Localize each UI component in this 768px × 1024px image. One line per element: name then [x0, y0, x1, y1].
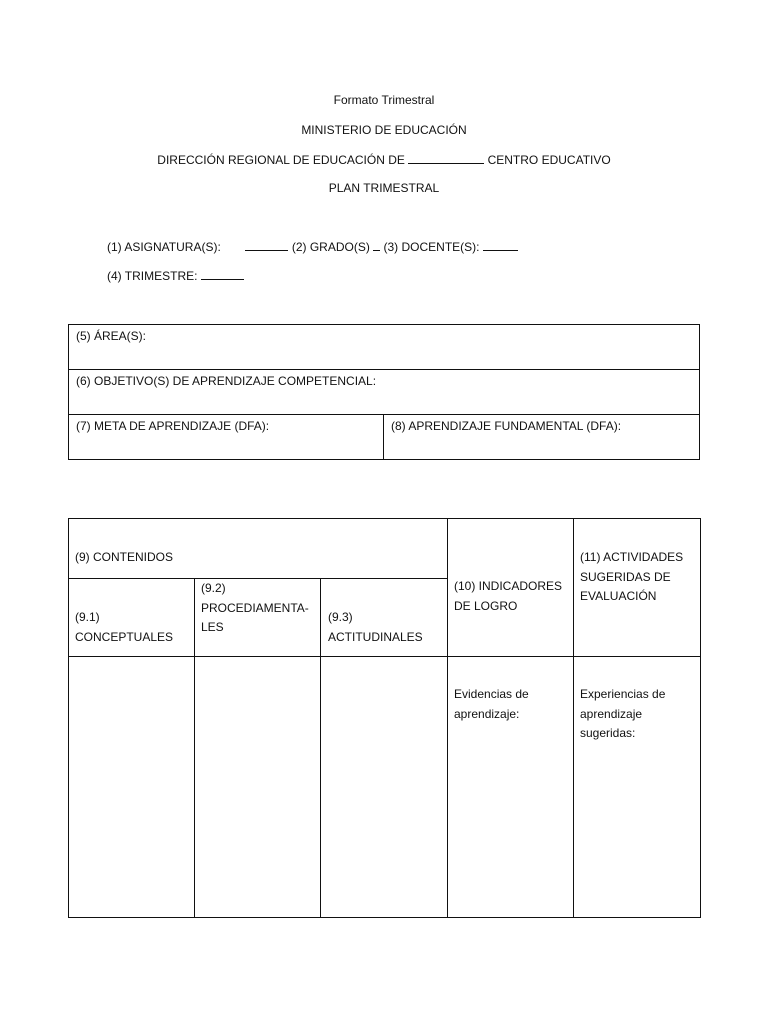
procedimentales-label-2: LES: [201, 620, 224, 634]
col-divider-1: [194, 578, 195, 917]
evidencias-line-1: Evidencias de: [454, 687, 529, 701]
docente-blank[interactable]: [483, 238, 518, 251]
actitudinales-num: (9.3): [328, 610, 353, 624]
experiencias-line-2: aprendizaje: [580, 706, 643, 721]
regional-line: [0, 151, 768, 168]
aprendizaje-cell: [384, 415, 699, 459]
fields-line-1: [107, 238, 518, 255]
procedimentales-label-1: PROCEDIAMENTA-: [201, 600, 309, 615]
contents-table: [68, 518, 701, 918]
format-title: Formato Trimestral: [333, 93, 435, 107]
regional-prefix: DIRECCIÓN REGIONAL DE EDUCACIÓN DE: [157, 153, 405, 167]
header-bottom-divider: [69, 656, 700, 657]
grado-label: (2) GRADO(S): [291, 240, 370, 254]
actitudinales-header: [328, 608, 423, 647]
objetivo-label: (6) OBJETIVO(S) DE APRENDIZAJE COMPETENCIAL:: [76, 374, 377, 388]
conceptuales-header: [75, 608, 173, 647]
info-table: [68, 324, 700, 460]
fields-line-2: [107, 267, 244, 284]
meta-row: [69, 415, 699, 459]
experiencias-line-1: Experiencias de: [580, 687, 666, 701]
docente-label: (3) DOCENTE(S):: [383, 240, 480, 254]
area-label: (5) ÁREA(S):: [76, 329, 147, 343]
conceptuales-label: CONCEPTUALES: [75, 629, 174, 644]
meta-label: (7) META DE APRENDIZAJE (DFA):: [76, 419, 270, 433]
area-row: [69, 325, 699, 370]
ministry-title: MINISTERIO DE EDUCACIÓN: [301, 123, 467, 137]
conceptuales-num: (9.1): [75, 610, 100, 624]
col-divider-2: [320, 578, 321, 917]
evidencias-text: [454, 685, 529, 724]
col-divider-4: [573, 519, 574, 917]
asignatura-blank[interactable]: [245, 238, 288, 251]
plan-title: PLAN TRIMESTRAL: [328, 181, 440, 195]
indicadores-label-2: DE LOGRO: [454, 598, 518, 613]
experiencias-text: [580, 685, 665, 744]
contenidos-header: (9) CONTENIDOS: [75, 550, 174, 564]
actividades-label-3: EVALUACIÓN: [580, 589, 657, 603]
trimestre-blank[interactable]: [201, 267, 244, 280]
asignatura-label: (1) ASIGNATURA(S):: [107, 240, 221, 254]
col-divider-3: [447, 519, 448, 917]
regional-blank[interactable]: [408, 151, 484, 164]
evidencias-line-2: aprendizaje:: [454, 706, 520, 721]
meta-cell: [69, 415, 384, 459]
indicadores-label-1: (10) INDICADORES: [454, 579, 563, 593]
actividades-label-1: (11) ACTIVIDADES: [580, 550, 684, 564]
regional-suffix: CENTRO EDUCATIVO: [487, 153, 611, 167]
actitudinales-label: ACTITUDINALES: [328, 629, 423, 644]
indicadores-header: [454, 577, 562, 616]
actividades-header: [580, 548, 683, 607]
aprendizaje-label: (8) APRENDIZAJE FUNDAMENTAL (DFA):: [391, 419, 622, 433]
trimestre-label: (4) TRIMESTRE:: [107, 269, 198, 283]
experiencias-line-3: sugeridas:: [580, 726, 636, 740]
grado-blank[interactable]: [373, 238, 380, 251]
procedimentales-header: [201, 579, 309, 638]
actividades-label-2: SUGERIDAS DE: [580, 569, 671, 584]
objetivo-row: [69, 370, 699, 415]
procedimentales-num: (9.2): [201, 581, 226, 595]
